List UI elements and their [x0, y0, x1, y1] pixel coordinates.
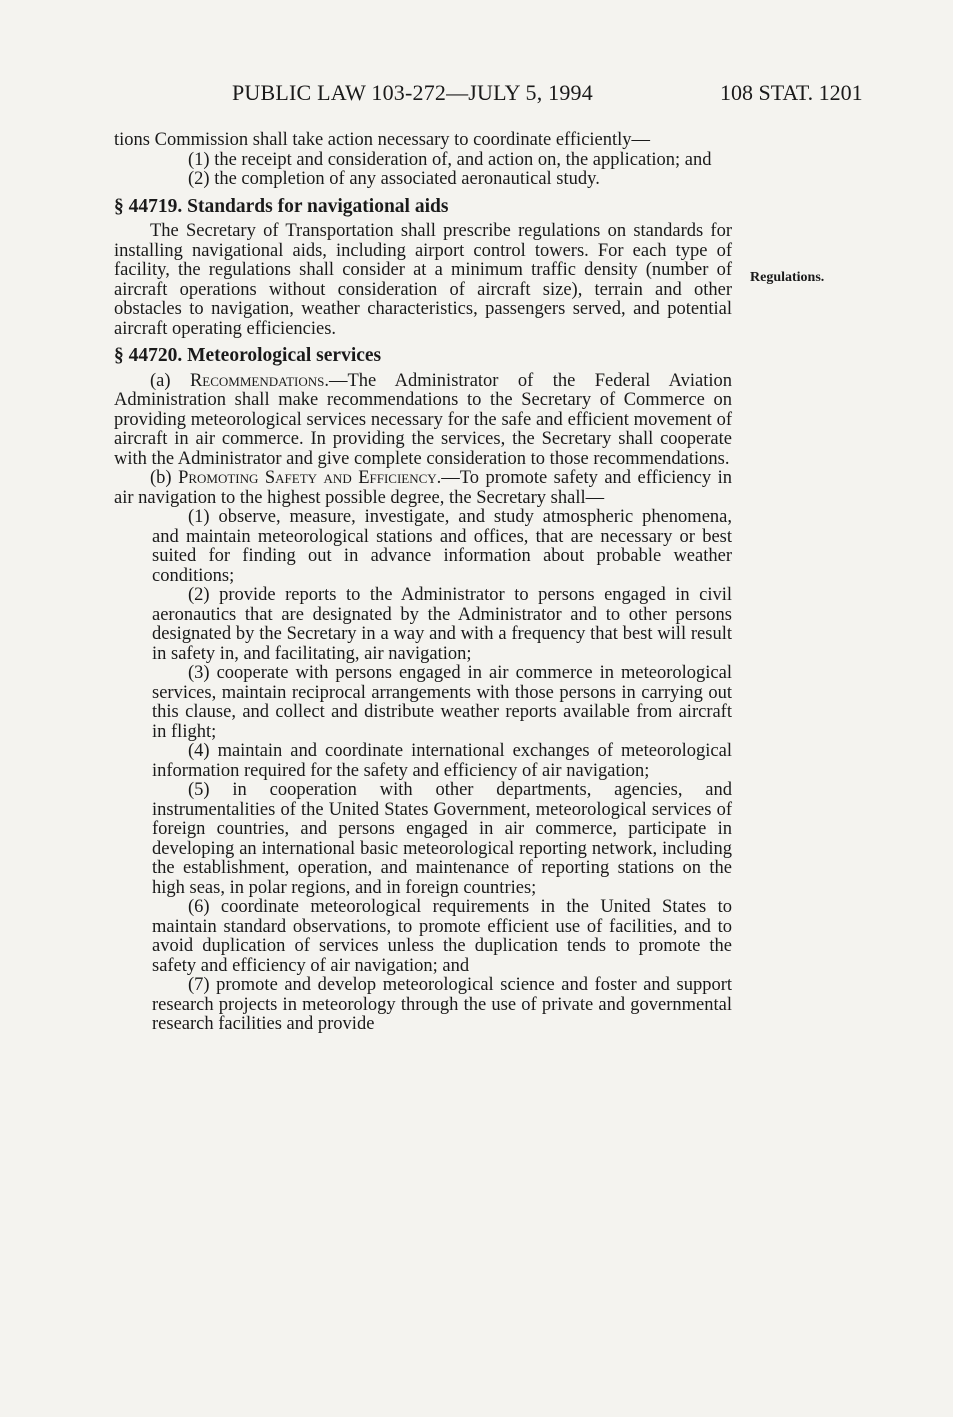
paragraph-item-2: (2) provide reports to the Administrator to persons engaged in civil aeronautics that are designated by the Administrator and to other persons designated by the Secretary in a way and with a frequency that best will result in safety in, and facilitating, air navigation; — [152, 585, 732, 664]
subsection-b-text: .—To promote safety and efficiency in air navigation to the highest possible degree, the Secretary shall— — [114, 468, 732, 508]
body-text — [114, 131, 732, 1035]
paragraph-item-1: (1) observe, measure, investigate, and study atmospheric phenomena, and maintain meteorological stations and offices, that are necessary or best suited for finding out in advance information about probable weather conditions; — [152, 507, 732, 586]
subsection-b-title: Promoting Safety and Efficiency — [178, 468, 437, 488]
continuation-text: tions Commission shall take action necessary to coordinate efficiently— — [114, 130, 651, 150]
paragraph-item-5: (5) in cooperation with other departments, agencies, and instrumentalities of the United States Government, meteorological services of foreign countries, and persons engaged in air commerce, participate in developing an international basic meteorological reporting network, including the establishment, operation, and maintenance of reporting stations on the high seas, in polar regions, and in foreign countries; — [152, 780, 732, 898]
subsection-a — [114, 372, 732, 470]
section-heading-44720: § 44720. Meteorological services — [114, 345, 382, 366]
section-44719-text: The Secretary of Transportation shall prescribe regulations on standards for installing navigational aids, including airport control towers. For each type of facility, the regulations shall consider at a minimum traffic density (number of aircraft operations without consideration of aircraft size), terrain and other obstacles to navigation, weather characteristics, passengers served, and potential aircraft operating efficiencies. — [114, 221, 732, 339]
page-header-stat: 108 STAT. 1201 — [720, 80, 863, 105]
subsection-b-label: (b) — [150, 468, 179, 488]
paragraph-item-6: (6) coordinate meteorological requirements in the United States to maintain standard observations, to promote efficient use of facilities, and to avoid duplication of services unless the duplication tends to promote the safety and efficiency of air navigation; and — [152, 897, 732, 976]
margin-note-regulations: Regulations. — [750, 270, 825, 285]
cont-item-2: (2) the completion of any associated aeronautical study. — [188, 169, 600, 189]
cont-item-1: (1) the receipt and consideration of, and action on, the application; and — [188, 149, 712, 170]
subsection-a-text: .—The Administrator of the Federal Aviation Administration shall make recommendations to the Secretary of Commerce on providing meteorological services necessary for the safe and efficient movement of aircraft in air commerce. In providing the services, the Secretary shall cooperate with the Administrator and give complete consideration to those recommendations. — [114, 370, 732, 469]
paragraph-item-3: (3) cooperate with persons engaged in air commerce in meteorological services, maintain reciprocal arrangements with those persons in carrying out this clause, and collect and distribute weather reports available from aircraft in flight; — [152, 663, 732, 742]
paragraph-item-7: (7) promote and develop meteorological science and foster and support research projects in meteorology through the use of private and governmental research facilities and provide — [152, 975, 732, 1034]
page-header-title: PUBLIC LAW 103-272—JULY 5, 1994 — [232, 80, 593, 105]
subsection-b — [114, 469, 732, 508]
subsection-a-title: Recommendations — [189, 370, 325, 391]
paragraph-item-4: (4) maintain and coordinate international exchanges of meteorological information required for the safety and efficiency of air navigation; — [152, 741, 732, 781]
section-heading-44719: § 44719. Standards for navigational aids — [114, 195, 449, 217]
subsection-a-label: (a) — [150, 370, 190, 391]
